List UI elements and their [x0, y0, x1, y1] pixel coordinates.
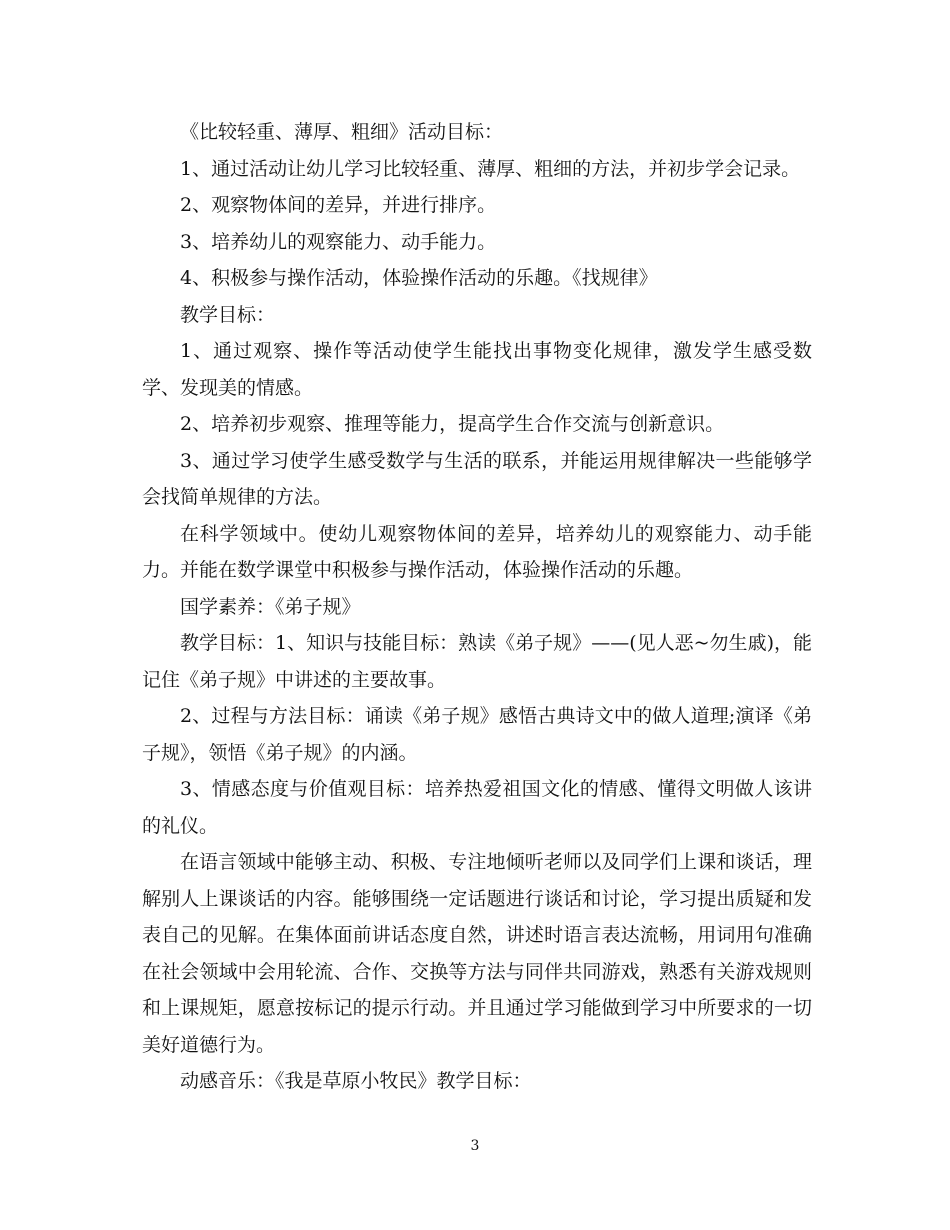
paragraph-dizigui-goal-3: 3、情感态度与价值观目标：培养热爱祖国文化的情感、懂得文明做人该讲的礼仪。 [142, 778, 812, 837]
paragraph-guoxue-title: 国学素养：《弟子规》 [180, 595, 361, 618]
paragraph-activity-title: 《比较轻重、薄厚、粗细》活动目标： [180, 121, 504, 143]
document-body [142, 114, 812, 1100]
paragraph-pattern-goal-2: 2、培养初步观察、推理等能力，提高学生合作交流与创新意识。 [180, 413, 725, 435]
paragraph-dizigui-goal-2: 2、过程与方法目标：诵读《弟子规》感悟古典诗文中的做人道理;演译《弟子规》，领悟《弟子规》的内涵。 [142, 705, 812, 764]
page-number: 3 [470, 1138, 480, 1154]
paragraph-pattern-goal-3: 3、通过学习使学生感受数学与生活的联系，并能运用规律解决一些能够学会找简单规律的方法。 [142, 449, 812, 508]
paragraph-goal-3: 3、培养幼儿的观察能力、动手能力。 [180, 230, 497, 253]
paragraph-dizigui-goal-1: 教学目标：1、知识与技能目标：熟读《弟子规》——(见人恶~勿生戚)，能记住《弟子规》中讲述的主要故事。 [142, 632, 812, 691]
paragraph-goal-1: 1、通过活动让幼儿学习比较轻重、薄厚、粗细的方法，并初步学会记录。 [180, 157, 801, 180]
paragraph-music-title: 动感音乐：《我是草原小牧民》教学目标： [180, 1070, 532, 1092]
paragraph-goal-4: 4、积极参与操作活动，体验操作活动的乐趣。《找规律》 [180, 267, 658, 289]
paragraph-goal-2: 2、观察物体间的差异，并进行排序。 [180, 194, 497, 216]
paragraph-pattern-goal-1: 1、通过观察、操作等活动使学生能找出事物变化规律，激发学生感受数学、发现美的情感。 [142, 340, 812, 399]
paragraph-teaching-goals-heading: 教学目标： [180, 303, 276, 326]
paragraph-language-social-domain: 在语言领域中能够主动、积极、专注地倾听老师以及同学们上课和谈话，理解别人上课谈话的内容。能够围绕一定话题进行谈话和讨论，学习提出质疑和发表自己的见解。在集体面前讲话态度自然，讲述时语言表达流畅，用词用句准确在社会领域中会用轮流、合作、交换等方法与同伴共同游戏，熟悉有关游戏规则和上课规矩，愿意按标记的提示行动。并且通过学习能做到学习中所要求的一切美好道德行为。 [142, 851, 812, 1056]
paragraph-science-domain: 在科学领域中。使幼儿观察物体间的差异，培养幼儿的观察能力、动手能力。并能在数学课堂中积极参与操作活动，体验操作活动的乐趣。 [142, 522, 812, 581]
